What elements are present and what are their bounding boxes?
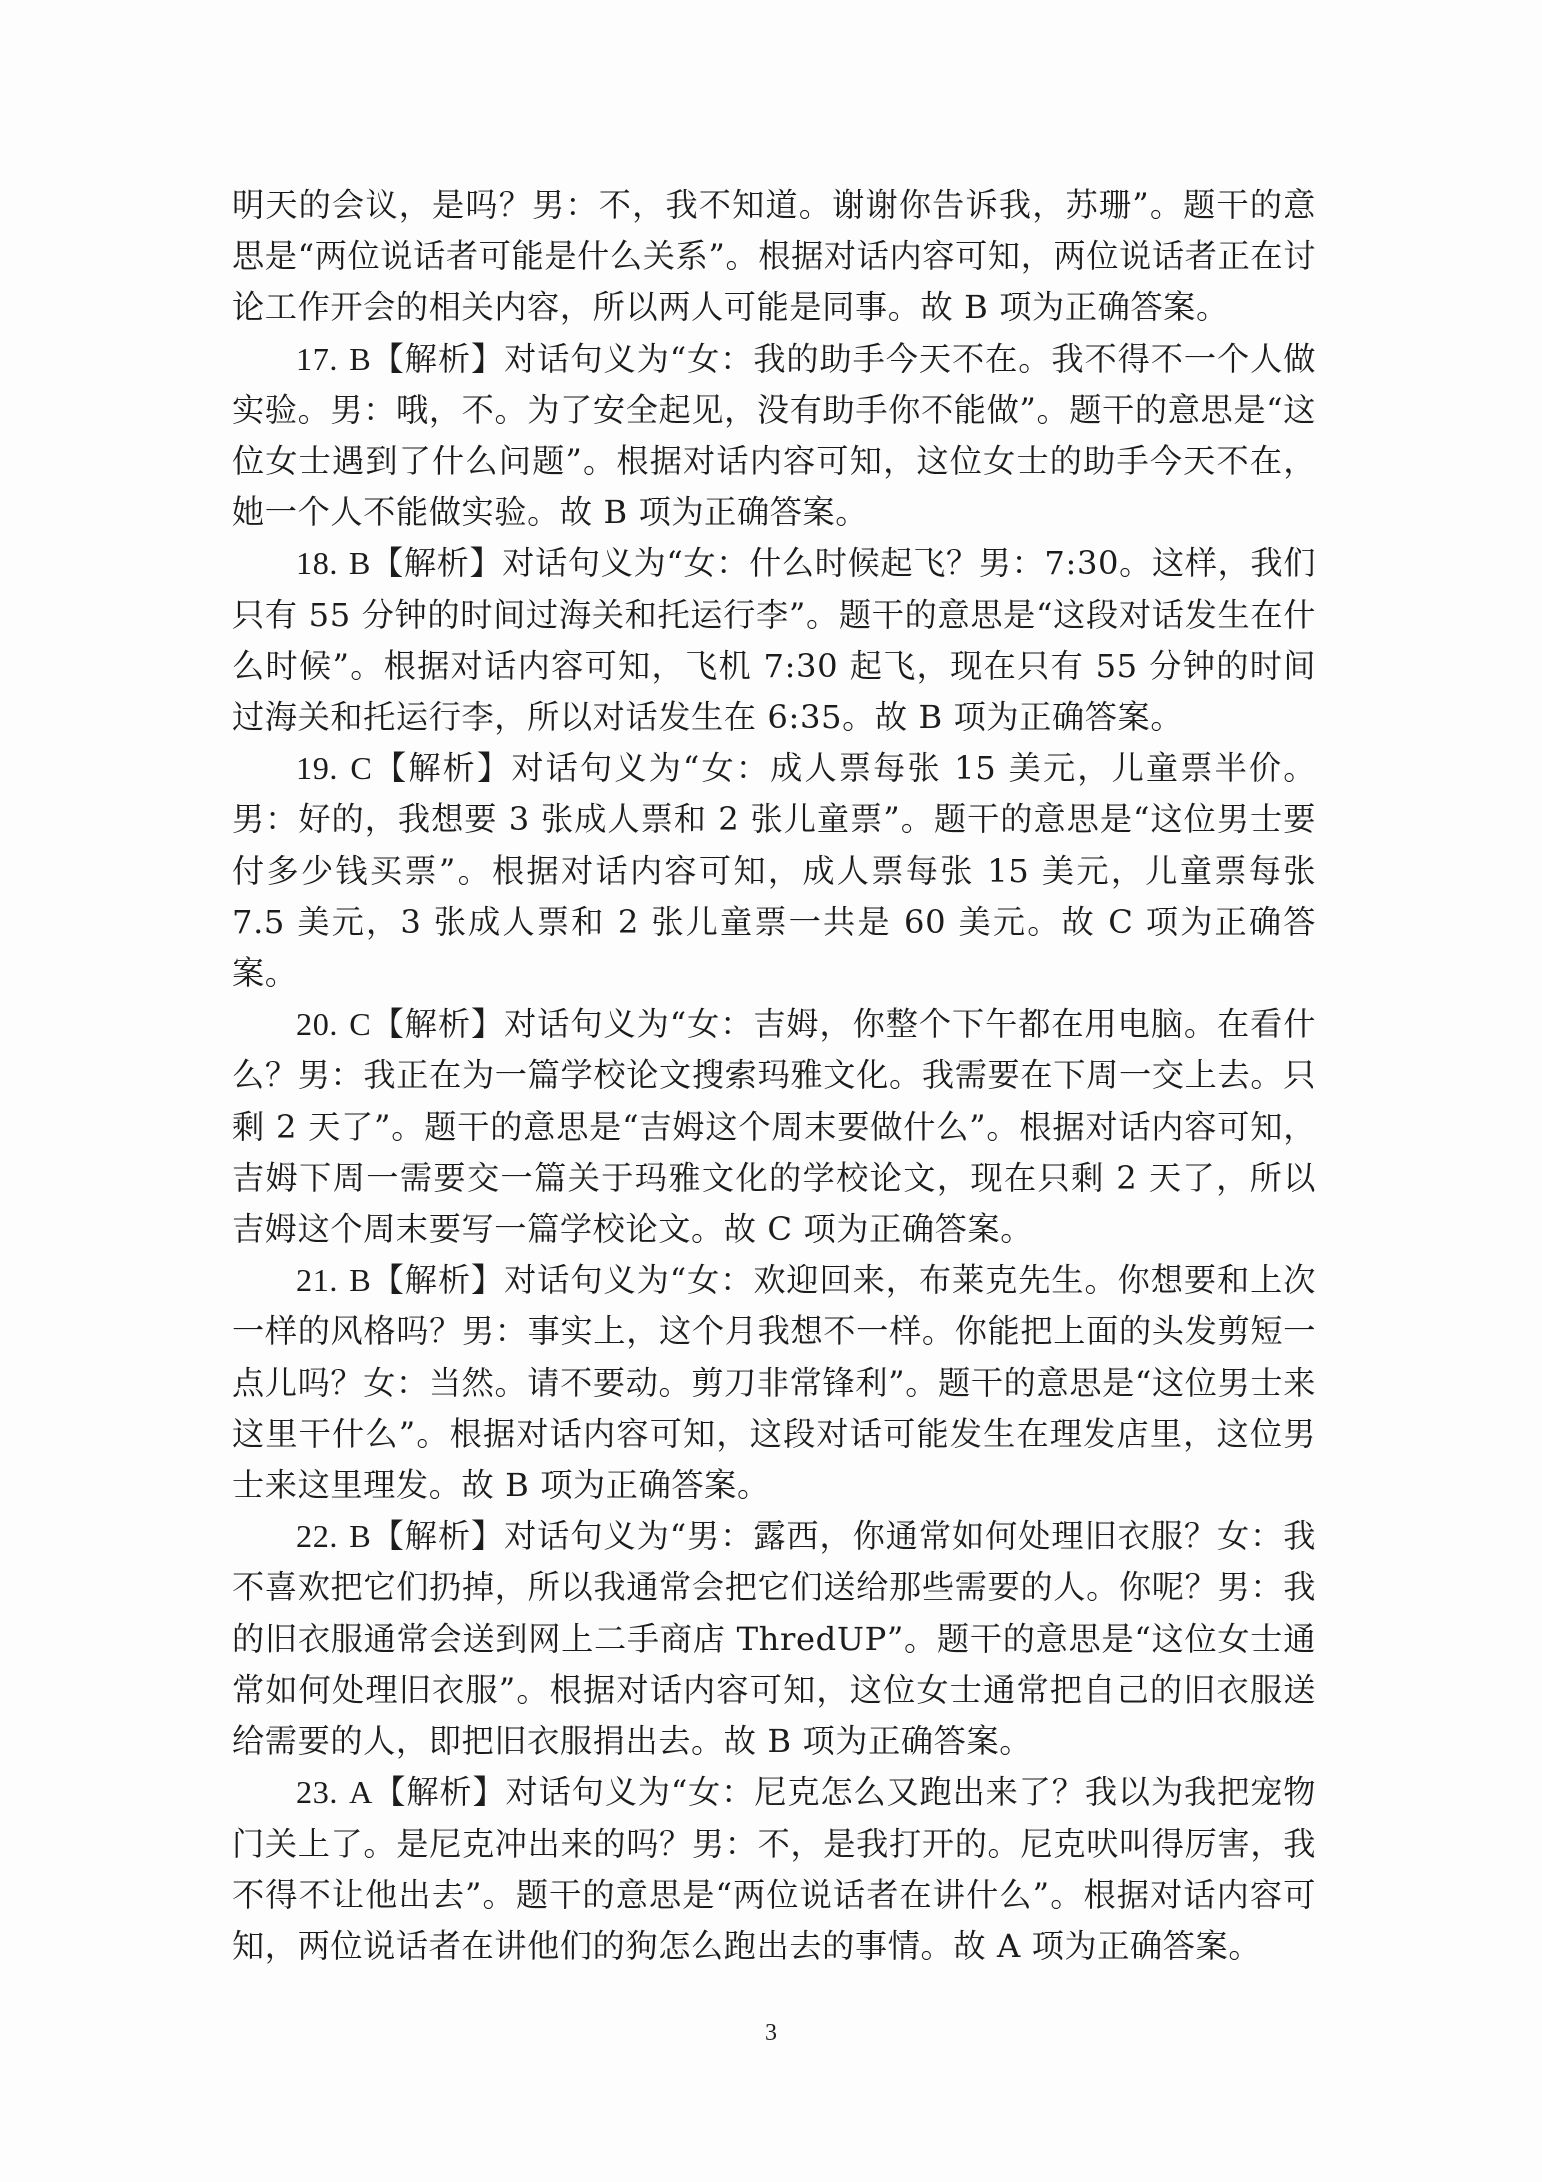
question-number: 23. bbox=[296, 1774, 339, 1811]
explanation-text: 对话句义为“女：什么时候起飞？男：7:30。这样，我们只有 55 分钟的时间过海关和托运行李”。题干的意思是“这段对话发生在什么时候”。根据对话内容可知，飞机 7:30 起飞，现在只有 55 分钟的时间过海关和托运行李，所以对话发生在 6:35。故 B 项为正确答案。 bbox=[232, 544, 1317, 737]
answer-letter: C bbox=[349, 1006, 372, 1043]
question-number: 17. bbox=[296, 340, 339, 377]
explanation-text: 对话句义为“女：尼克怎么又跑出来了？我以为我把宠物门关上了。是尼克冲出来的吗？男：不，是我打开的。尼克吠叫得厉害，我不得不让他出去”。题干的意思是“两位说话者在讲什么”。根据对话内容可知，两位说话者在讲他们的狗怎么跑出去的事情。故 A 项为正确答案。 bbox=[232, 1773, 1316, 1965]
question-number: 19. bbox=[296, 750, 339, 787]
analysis-tag: 【解析】 bbox=[371, 1517, 505, 1556]
answer-letter: B bbox=[349, 1518, 372, 1555]
explanation-item bbox=[232, 1511, 1316, 1767]
explanation-text: 对话句义为“女：吉姆，你整个下午都在用电脑。在看什么？男：我正在为一篇学校论文搜索玛雅文化。我需要在下周一交上去。只剩 2 天了”。题干的意思是“吉姆这个周末要做什么”。根据对话内容可知，吉姆下周一需要交一篇关于玛雅文化的学校论文，现在只剩 2 天了，所以吉姆这个周末要写一篇学校论文。故 C 项为正确答案。 bbox=[232, 1005, 1316, 1249]
question-number: 18. bbox=[296, 545, 339, 582]
explanation-item bbox=[232, 1767, 1316, 1972]
analysis-tag: 【解析】 bbox=[371, 1005, 505, 1044]
analysis-tag: 【解析】 bbox=[371, 339, 505, 378]
explanation-item bbox=[232, 538, 1316, 743]
explanation-text: 对话句义为“女：欢迎回来，布莱克先生。你想要和上次一样的风格吗？男：事实上，这个月我想不一样。你能把上面的头发剪短一点儿吗？女：当然。请不要动。剪刀非常锋利”。题干的意思是“这位男士来这里干什么”。根据对话内容可知，这段对话可能发生在理发店里，这位男士来这里理发。故 B 项为正确答案。 bbox=[232, 1261, 1316, 1505]
page-number: 3 bbox=[765, 2020, 777, 2046]
explanation-text: 对话句义为“女：成人票每张 15 美元，儿童票半价。男：好的，我想要 3 张成人票和 2 张儿童票”。题干的意思是“这位男士要付多少钱买票”。根据对话内容可知，成人票每张 15 美元，儿童票每张 7.5 美元，3 张成人票和 2 张儿童票一共是 60 美元。故 C 项为正确答案。 bbox=[232, 749, 1316, 993]
continuation-paragraph: 明天的会议，是吗？男：不，我不知道。谢谢你告诉我，苏珊”。题干的意思是“两位说话者可能是什么关系”。根据对话内容可知，两位说话者正在讨论工作开会的相关内容，所以两人可能是同事。故 B 项为正确答案。 bbox=[232, 186, 1316, 327]
answer-letter: B bbox=[348, 545, 371, 582]
answer-explanations bbox=[232, 180, 1316, 1972]
analysis-tag: 【解析】 bbox=[372, 749, 512, 788]
explanation-text: 对话句义为“女：我的助手今天不在。我不得不一个人做实验。男：哦，不。为了安全起见，没有助手你不能做”。题干的意思是“这位女士遇到了什么问题”。根据对话内容可知，这位女士的助手今天不在，她一个人不能做实验。故 B 项为正确答案。 bbox=[232, 339, 1316, 532]
answer-letter: B bbox=[349, 340, 372, 377]
explanation-item bbox=[232, 999, 1316, 1255]
question-number: 22. bbox=[296, 1518, 339, 1555]
explanation-item bbox=[232, 743, 1316, 999]
question-number: 21. bbox=[296, 1262, 339, 1299]
answer-letter: A bbox=[349, 1774, 374, 1811]
answer-letter: B bbox=[349, 1262, 372, 1299]
analysis-tag: 【解析】 bbox=[371, 1261, 505, 1300]
analysis-tag: 【解析】 bbox=[373, 1773, 506, 1812]
answer-letter: C bbox=[350, 750, 373, 787]
explanation-text: 对话句义为“男：露西，你通常如何处理旧衣服？女：我不喜欢把它们扔掉，所以我通常会把它们送给那些需要的人。你呢？男：我的旧衣服通常会送到网上二手商店 ThredUP”。题干的意思是“这位女士通常如何处理旧衣服”。根据对话内容可知，这位女士通常把自己的旧衣服送给需要的人，即把旧衣服捐出去。故 B 项为正确答案。 bbox=[232, 1517, 1316, 1761]
explanation-list bbox=[232, 334, 1316, 1973]
explanation-item bbox=[232, 334, 1316, 539]
analysis-tag: 【解析】 bbox=[371, 544, 503, 583]
explanation-item bbox=[232, 1255, 1316, 1511]
question-number: 20. bbox=[296, 1006, 339, 1043]
